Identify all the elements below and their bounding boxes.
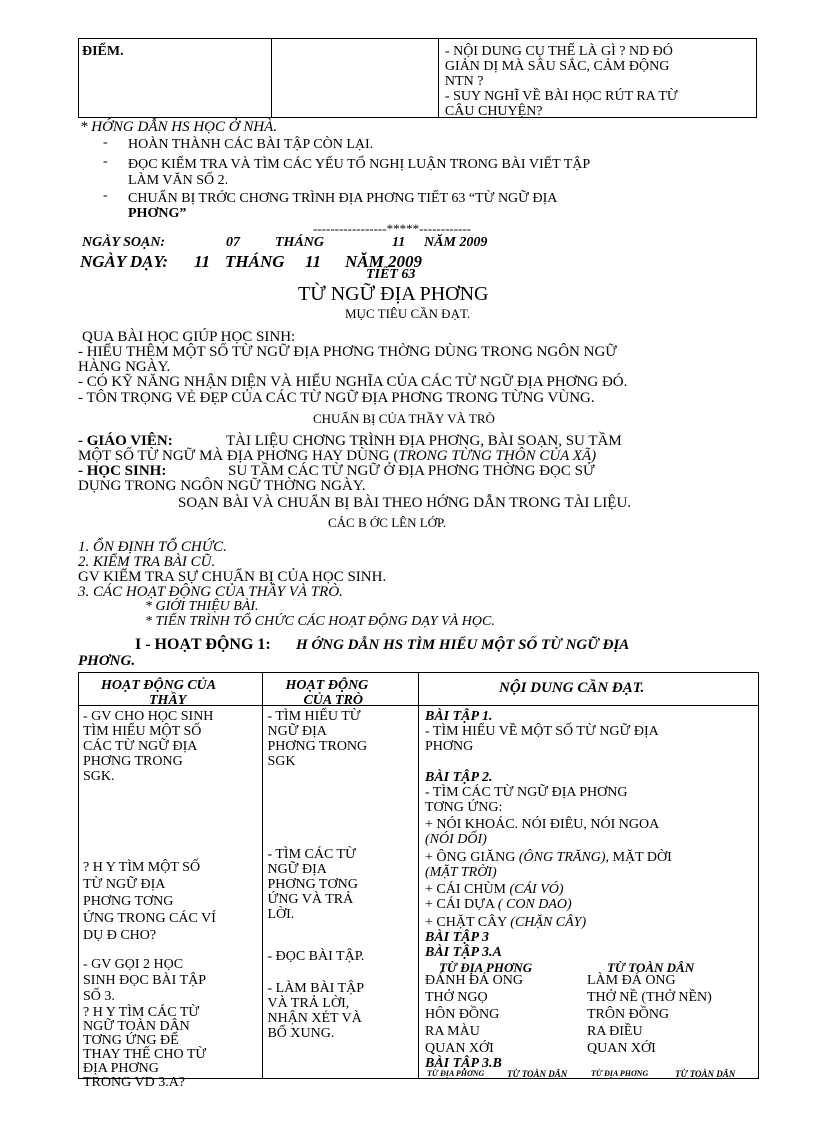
content-line: (MẶT TRỜI) bbox=[424, 865, 497, 880]
student-line: - LÀM BÀI TẬP bbox=[267, 981, 365, 996]
ngay-soan-month-label: THÁNG bbox=[275, 235, 324, 250]
teacher-line: - GV GỌI 2 HỌC bbox=[83, 957, 184, 972]
header-teacher-line1: HOẠT ĐỘNG CỦA bbox=[101, 678, 217, 693]
homework-heading: * HỚNG DẪN HS HỌC Ở NHÀ. bbox=[80, 119, 278, 135]
student-line: BỔ XUNG. bbox=[267, 1026, 335, 1041]
ngay-soan-month: 11 bbox=[392, 235, 406, 250]
chuan-bi-heading: CHUẨN BỊ CỦA THẦY VÀ TRÒ bbox=[313, 411, 495, 426]
step-line: * GIỚI THIỆU BÀI. bbox=[145, 599, 259, 614]
muc-tieu-heading: MỤC TIÊU CẦN ĐẠT. bbox=[345, 306, 471, 321]
pair-left: RA MÀU bbox=[424, 1024, 480, 1039]
content-column bbox=[418, 706, 758, 1079]
content-text: + ÔNG GIĂNG bbox=[424, 850, 519, 865]
ngay-soan-day: 07 bbox=[226, 235, 240, 250]
ngay-day-day: 11 bbox=[194, 252, 211, 271]
teacher-line: SGK. bbox=[83, 769, 115, 784]
student-line: NGỮ ĐỊA bbox=[267, 862, 327, 877]
teacher-line: TÌM HIỂU MỘT SỐ bbox=[83, 724, 202, 739]
col-head-toan-dan: TỪ TOÀN DÂN bbox=[606, 960, 695, 975]
hoat-dong-1-line2: PHƠNG. bbox=[78, 653, 136, 669]
content-line: PHƠNG bbox=[424, 739, 474, 754]
homework-item: LÀM VĂN SỐ 2. bbox=[128, 173, 229, 188]
content-line: (NÓI DỐI) bbox=[424, 832, 487, 847]
step-line: 2. KIỂM TRA BÀI CŨ. bbox=[78, 554, 216, 570]
header-student-line1: HOẠT ĐỘNG bbox=[285, 678, 369, 693]
content-line bbox=[425, 898, 572, 912]
teacher-line: - GV CHO HỌC SINH bbox=[83, 709, 214, 724]
student-line: NHẬN XÉT VÀ bbox=[267, 1011, 362, 1026]
giao-vien-label: - GIÁO VIÊN: bbox=[78, 433, 173, 449]
teacher-line: ĐỊA PHƠNG bbox=[83, 1061, 159, 1076]
content-line: TƠNG ỨNG: bbox=[424, 800, 503, 815]
teacher-line: ỨNG TRONG CÁC VÍ bbox=[83, 911, 216, 926]
step-line: 3. CÁC HOẠT ĐỘNG CỦA THẦY VÀ TRÒ. bbox=[78, 584, 343, 600]
teacher-line: TƠNG ỨNG ĐỂ bbox=[83, 1033, 179, 1048]
top-table-line: - SUY NGHĨ VỀ BÀI HỌC RÚT RA TỪ bbox=[444, 89, 678, 104]
content-line bbox=[425, 916, 586, 930]
student-line: PHƠNG TRONG bbox=[267, 739, 368, 754]
pair-left: QUAN XỚI bbox=[424, 1041, 494, 1056]
teacher-line: PHƠNG TƠNG bbox=[83, 894, 174, 909]
bai-tap-1-heading: BÀI TẬP 1. bbox=[424, 709, 493, 724]
content-italic: (ÔNG TRĂNG), bbox=[518, 850, 610, 865]
step-line: 1. ỔN ĐỊNH TỔ CHỨC. bbox=[78, 539, 227, 555]
teacher-line: THAY THẾ CHO TỪ bbox=[83, 1047, 207, 1062]
col-head-dia-phuong: TỪ ĐỊA PHƠNG bbox=[438, 960, 533, 975]
teacher-line: DỤ Đ CHO? bbox=[83, 928, 157, 943]
pair-left: ĐÁNH ĐÁ ONG bbox=[424, 973, 523, 988]
foot-label: TỪ ĐỊA PHƠNG bbox=[426, 1069, 485, 1078]
homework-item: PHƠNG” bbox=[128, 206, 187, 221]
top-table-line: CÂU CHUYỆN? bbox=[444, 104, 543, 119]
student-line: - TÌM CÁC TỪ bbox=[267, 847, 356, 862]
content-line: - TÌM HIỂU VỀ MỘT SỐ TỪ NGỮ ĐỊA bbox=[424, 724, 659, 739]
header-content: NỘI DUNG CẦN ĐẠT. bbox=[498, 680, 645, 696]
top-table-cell-1 bbox=[79, 39, 272, 118]
homework-item: HOÀN THÀNH CÁC BÀI TẬP CÒN LẠI. bbox=[128, 137, 374, 152]
teacher-line: CÁC TỪ NGỮ ĐỊA bbox=[83, 739, 198, 754]
hoat-dong-1-text: H ỚNG DẪN HS TÌM HIỂU MỘT SỐ TỪ NGỮ ĐỊA bbox=[296, 637, 630, 653]
pair-right: RA ĐIỀU bbox=[586, 1024, 643, 1039]
giao-vien-line2-italic: TRONG TỪNG THÔN CỦA XÃ) bbox=[398, 448, 597, 464]
pair-right: THỞ NỀ (THỞ NỀN) bbox=[586, 990, 712, 1005]
student-line: LỜI. bbox=[267, 907, 295, 922]
cac-buoc-heading: CÁC B ỚC LÊN LỚP. bbox=[328, 515, 447, 530]
goal-line: - HIỂU THÊM MỘT SỐ TỪ NGỮ ĐỊA PHƠNG THỜNG DÙNG TRONG NGÔN NGỮ bbox=[78, 344, 617, 360]
header-cell-teacher bbox=[79, 673, 263, 706]
teacher-line: PHƠNG TRONG bbox=[83, 754, 183, 769]
top-table-col1: ĐIỂM. bbox=[82, 44, 124, 59]
bai-tap-2-heading: BÀI TẬP 2. bbox=[424, 770, 493, 785]
content-line bbox=[425, 883, 564, 897]
content-text: + CÁI CHÙM bbox=[424, 882, 510, 897]
giao-vien-text: TÀI LIỆU CHƠNG TRÌNH ĐỊA PHƠNG, BÀI SOẠN, SU TẦM bbox=[226, 433, 622, 449]
foot-label: TỪ ĐỊA PHƠNG bbox=[590, 1069, 649, 1078]
teacher-column bbox=[79, 706, 263, 1090]
content-italic: ( CON DAO) bbox=[497, 897, 572, 912]
bai-tap-3b-heading: BÀI TẬP 3.B bbox=[424, 1056, 502, 1071]
hoc-sinh-label: - HỌC SINH: bbox=[78, 463, 167, 479]
goal-line: - TÔN TRỌNG VẺ ĐẸP CỦA CÁC TỪ NGỮ ĐỊA PHƠNG TRONG TỪNG VÙNG. bbox=[78, 390, 595, 406]
content-text: MẶT DỜI bbox=[609, 850, 672, 865]
student-line: NGỮ ĐỊA bbox=[267, 724, 327, 739]
hoc-sinh-line3: SOẠN BÀI VÀ CHUẨN BỊ BÀI THEO HỚNG DẪN TRONG TÀI LIỆU. bbox=[178, 495, 632, 511]
goal-line: QUA BÀI HỌC GIÚP HỌC SINH: bbox=[82, 329, 296, 345]
top-table-line: - NỘI DUNG CỤ THỂ LÀ GÌ ? ND ĐÓ bbox=[444, 44, 673, 59]
header-student-line2: CỦA TRÒ bbox=[303, 693, 363, 708]
top-table-line: GIẢN DỊ MÀ SÂU SẮC, CẢM ĐỘNG bbox=[444, 59, 670, 74]
content-text: + CHẶT CÂY bbox=[424, 915, 511, 930]
activity-table bbox=[78, 672, 759, 1090]
teacher-line: ? H Y TÌM MỘT SỐ bbox=[83, 860, 201, 875]
student-line: SGK bbox=[267, 754, 296, 769]
giao-vien-line2 bbox=[78, 449, 596, 464]
student-line: ỨNG VÀ TRẢ bbox=[267, 892, 354, 907]
content-text: + CÁI DỰA bbox=[424, 897, 498, 912]
tiet-label: TIẾT 63 bbox=[366, 267, 416, 282]
ngay-day-month-label: THÁNG bbox=[225, 252, 285, 271]
pair-right: QUAN XỚI bbox=[586, 1041, 656, 1056]
step-line: GV KIỂM TRA SỰ CHUẨN BỊ CỦA HỌC SINH. bbox=[78, 569, 387, 585]
giao-vien-line2-text: MỘT SỐ TỪ NGỮ MÀ ĐỊA PHƠNG HAY DÙNG ( bbox=[78, 448, 399, 464]
student-line: - ĐỌC BÀI TẬP. bbox=[267, 949, 365, 964]
ngay-soan-year: NĂM 2009 bbox=[424, 235, 488, 250]
content-line bbox=[425, 851, 672, 865]
homework-dash: - bbox=[103, 154, 108, 169]
ngay-day-year: NĂM 2009 bbox=[345, 252, 422, 271]
goal-line: HÀNG NGÀY. bbox=[78, 359, 171, 375]
ngay-day-month: 11 bbox=[305, 252, 322, 271]
homework-dash: - bbox=[103, 188, 108, 203]
content-italic: (CHẶN CÂY) bbox=[510, 915, 587, 930]
hoc-sinh-text: SU TẦM CÁC TỪ NGỮ Ở ĐỊA PHƠNG THỜNG ĐỌC SỬ bbox=[228, 463, 595, 479]
pair-right: LÀM ĐÁ ONG bbox=[586, 973, 676, 988]
hoat-dong-1-label: I - HOẠT ĐỘNG 1: bbox=[135, 636, 271, 653]
hoc-sinh-line2: DỤNG TRONG NGÔN NGỮ THỜNG NGÀY. bbox=[78, 478, 366, 494]
pair-left: THỞ NGỌ bbox=[424, 990, 488, 1005]
student-line: - TÌM HIỂU TỪ bbox=[267, 709, 361, 724]
bai-tap-3-heading: BÀI TẬP 3 bbox=[424, 930, 490, 945]
goal-line: - CÓ KỸ NĂNG NHẬN DIỆN VÀ HIỂU NGHĨA CỦA CÁC TỪ NGỮ ĐỊA PHƠNG ĐÓ. bbox=[78, 374, 628, 390]
header-teacher-line2: THẦY bbox=[149, 693, 187, 708]
step-line: * TIẾN TRÌNH TỔ CHỨC CÁC HOẠT ĐỘNG DẠY VÀ HỌC. bbox=[145, 614, 495, 629]
teacher-line: TỪ NGỮ ĐỊA bbox=[83, 877, 166, 892]
teacher-line: SỐ 3. bbox=[83, 989, 115, 1004]
teacher-line: TRONG VD 3.A? bbox=[83, 1075, 186, 1090]
homework-item: CHUẨN BỊ TRỚC CHƠNG TRÌNH ĐỊA PHƠNG TIẾT 63 “TỪ NGỮ ĐỊA bbox=[128, 191, 558, 206]
content-line: + NÓI KHOÁC. NÓI ĐIÊU, NÓI NGOA bbox=[424, 817, 660, 832]
teacher-line: ? H Y TÌM CÁC TỪ bbox=[83, 1005, 200, 1020]
student-column bbox=[263, 706, 419, 1079]
bai-tap-3a-heading: BÀI TẬP 3.A bbox=[424, 945, 502, 960]
top-table-line: NTN ? bbox=[444, 74, 484, 89]
lesson-title: TỪ NGỮ ĐỊA PHƠNG bbox=[298, 283, 489, 305]
top-table bbox=[78, 38, 757, 118]
student-line: VÀ TRẢ LỜI, bbox=[267, 996, 350, 1011]
content-line: - TÌM CÁC TỪ NGỮ ĐỊA PHƠNG bbox=[424, 785, 628, 800]
homework-dash: - bbox=[103, 135, 108, 150]
pair-left: HÔN ĐỒNG bbox=[424, 1007, 500, 1022]
pair-right: TRÔN ĐỒNG bbox=[586, 1007, 670, 1022]
top-table-cell-3 bbox=[438, 39, 756, 118]
student-line: PHƠNG TƠNG bbox=[267, 877, 358, 892]
content-italic: (CÁI VÓ) bbox=[509, 882, 564, 897]
header-cell-student bbox=[263, 673, 419, 706]
header-cell-content bbox=[418, 673, 758, 706]
top-table-cell-2 bbox=[272, 39, 439, 118]
ngay-soan-label: NGÀY SOẠN: bbox=[82, 235, 166, 250]
foot-label: TỪ TOÀN DÂN bbox=[506, 1069, 568, 1079]
homework-item: ĐỌC KIỂM TRA VÀ TÌM CÁC YẾU TỐ NGHỊ LUẬN TRONG BÀI VIẾT TẬP bbox=[128, 157, 591, 172]
ngay-day-label: NGÀY DẠY: bbox=[80, 252, 168, 271]
teacher-line: SINH ĐỌC BÀI TẬP bbox=[83, 973, 207, 988]
teacher-line: NGỮ TOÀN DÂN bbox=[83, 1019, 190, 1034]
separator: -----------------*****------------ bbox=[313, 221, 472, 236]
foot-label: TỪ TOÀN DÂN bbox=[674, 1069, 736, 1079]
